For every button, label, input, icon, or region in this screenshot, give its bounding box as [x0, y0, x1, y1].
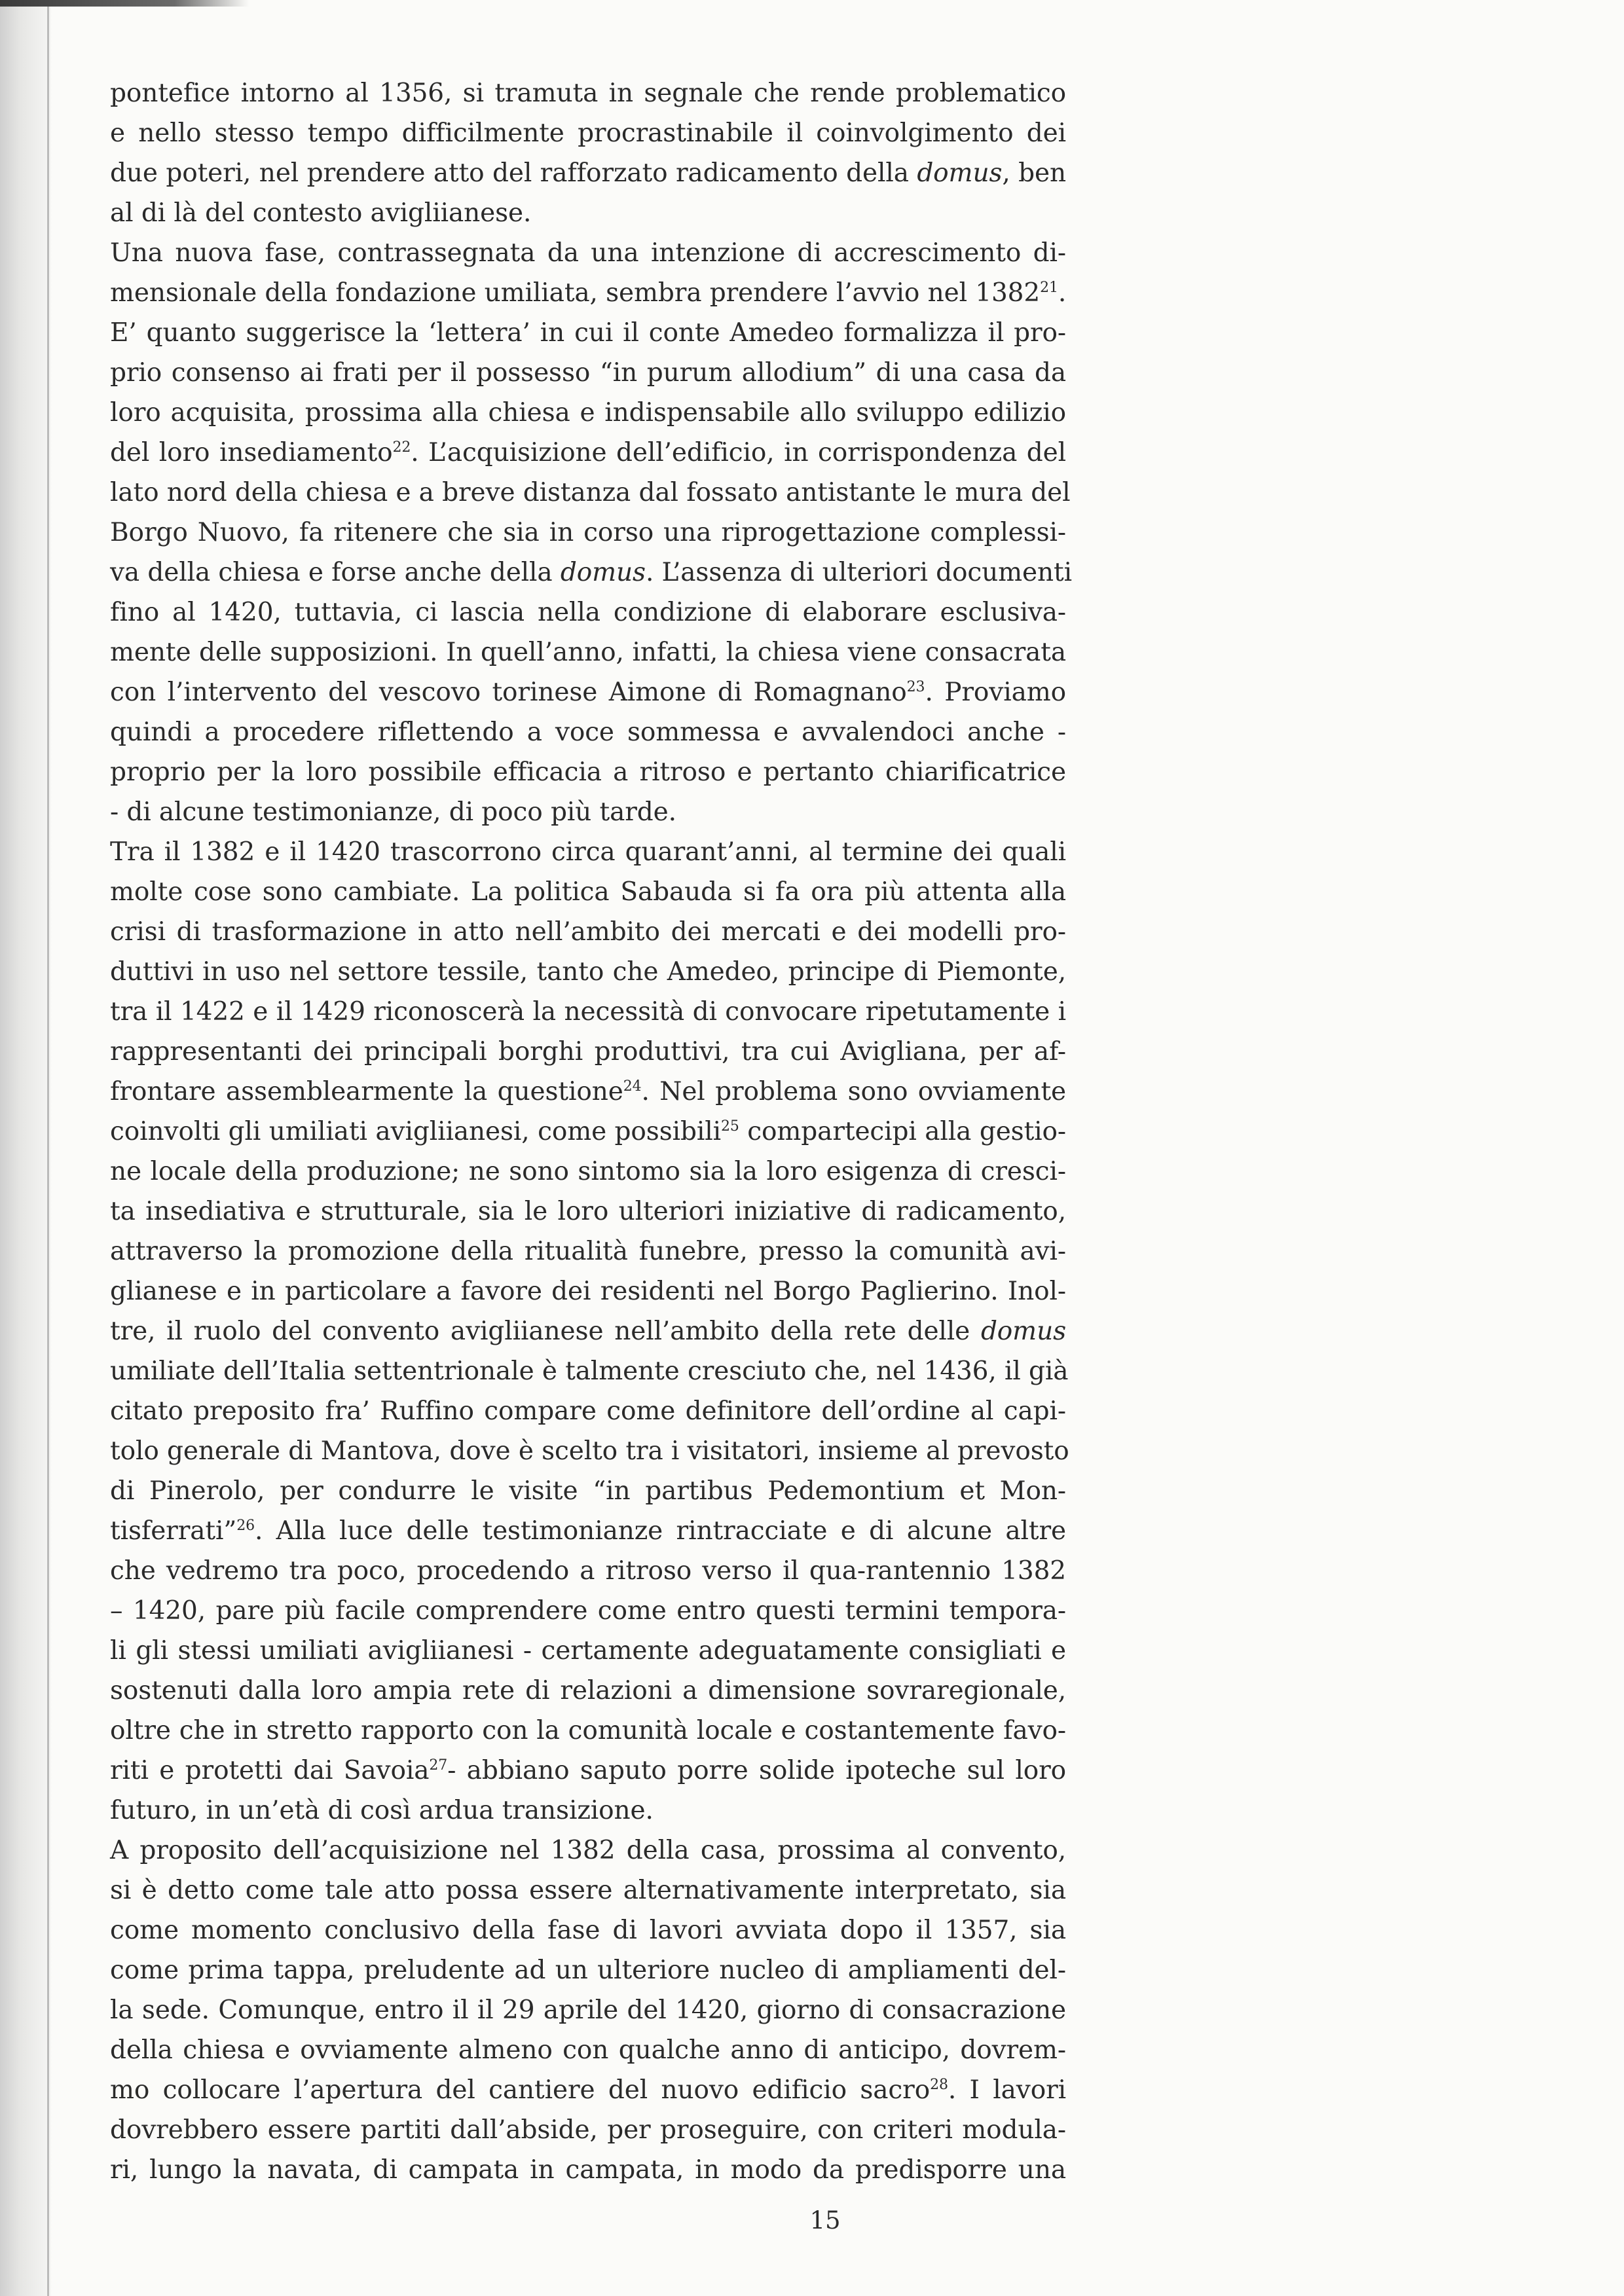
text-run: attraverso la promozione della ritualità funebre, presso la comunità avi-	[110, 1237, 1066, 1266]
text-run: – 1420, pare più facile comprendere come entro questi termini tempora-	[110, 1596, 1066, 1626]
text-line	[110, 1072, 1066, 1112]
text-run: Borgo Nuovo, fa ritenere che sia in corso una riprogettazione complessi-	[110, 518, 1066, 547]
text-line	[110, 1631, 1066, 1671]
text-run: sostenuti dalla loro ampia rete di relazioni a dimensione sovraregionale,	[110, 1676, 1066, 1705]
footnote-reference: 25	[721, 1118, 739, 1135]
text-line	[110, 273, 1066, 313]
text-run: A proposito dell’acquisizione nel 1382 della casa, prossima al convento,	[110, 1836, 1066, 1865]
scan-top-mark	[0, 0, 249, 7]
text-run: si è detto come tale atto possa essere alternativamente interpretato, sia	[110, 1876, 1066, 1905]
text-line	[110, 792, 1066, 832]
text-line	[110, 1990, 1066, 2030]
text-line	[110, 2150, 1066, 2190]
text-run: .	[1058, 278, 1067, 308]
text-line	[110, 1351, 1069, 1391]
text-line	[110, 1032, 1066, 1072]
text-run: molte cose sono cambiate. La politica Sabauda si fa ora più attenta alla	[110, 877, 1066, 907]
text-run: duttivi in uso nel settore tessile, tanto che Amedeo, principe di Piemonte,	[110, 957, 1066, 987]
italic-term: domus	[980, 1317, 1066, 1346]
italic-term: domus	[917, 158, 1003, 188]
text-run: ri, lungo la navata, di campata in campata, in modo da predisporre una	[110, 2155, 1066, 2185]
text-line	[110, 2110, 1066, 2150]
text-run: va della chiesa e forse anche della	[110, 558, 561, 587]
footnote-reference: 21	[1040, 280, 1058, 296]
footnote-reference: 28	[930, 2077, 948, 2093]
text-run: prio consenso ai frati per il possesso “in purum allodium” di una casa da	[110, 358, 1066, 388]
text-run: che vedremo tra poco, procedendo a ritroso verso il qua-rantennio 1382	[110, 1556, 1066, 1586]
text-run: . L’acquisizione dell’edificio, in corrispondenza del	[411, 438, 1066, 467]
text-line	[110, 553, 1072, 592]
text-run: pontefice intorno al 1356, si tramuta in segnale che rende problematico	[110, 79, 1066, 108]
text-line	[110, 73, 1066, 113]
footnote-reference: 27	[429, 1757, 448, 1774]
text-line	[110, 872, 1066, 912]
text-run: rappresentanti dei principali borghi produttivi, tra cui Avigliana, per af-	[110, 1037, 1066, 1066]
italic-term: domus	[560, 558, 646, 587]
text-run: quindi a procedere riflettendo a voce sommessa e avvalendoci anche -	[110, 718, 1066, 747]
text-run: fino al 1420, tuttavia, ci lascia nella condizione di elaborare esclusiva-	[110, 598, 1066, 627]
footnote-reference: 26	[236, 1518, 255, 1534]
footnote-reference: 22	[392, 439, 411, 456]
text-run: due poteri, nel prendere atto del rafforzato radicamento della	[110, 158, 917, 188]
text-line	[110, 632, 1066, 672]
text-line	[110, 473, 1071, 513]
text-line	[110, 952, 1066, 992]
text-run: come momento conclusivo della fase di lavori avviata dopo il 1357, sia	[110, 1916, 1066, 1945]
text-line	[110, 752, 1066, 792]
text-run: umiliate dell’Italia settentrionale è talmente cresciuto che, nel 1436, il già	[110, 1357, 1069, 1386]
text-run: come prima tappa, preludente ad un ulteriore nucleo di ampliamenti del-	[110, 1956, 1066, 1985]
text-line	[110, 1231, 1066, 1271]
text-line	[110, 1471, 1066, 1511]
text-line	[110, 1791, 1066, 1831]
text-run: . Proviamo	[925, 678, 1066, 707]
body-text	[110, 73, 1072, 2190]
text-run: citato preposito fra’ Ruffino compare come definitore dell’ordine al capi-	[110, 1396, 1066, 1426]
text-line	[110, 1551, 1066, 1591]
text-line	[110, 313, 1066, 353]
text-line	[110, 1271, 1066, 1311]
text-line	[110, 1152, 1066, 1192]
text-line	[110, 113, 1066, 153]
text-run: li gli stessi umiliati avigliianesi - certamente adeguatamente consigliati e	[110, 1636, 1066, 1666]
text-line	[110, 1870, 1066, 1910]
text-line	[110, 1591, 1066, 1631]
text-run: proprio per la loro possibile efficacia a ritroso e pertanto chiarificatrice	[110, 757, 1066, 787]
text-line	[110, 1751, 1066, 1791]
text-run: glianese e in particolare a favore dei residenti nel Borgo Paglierino. Inol-	[110, 1277, 1066, 1306]
text-line	[110, 672, 1066, 712]
text-run: della chiesa e ovviamente almeno con qualche anno di anticipo, dovrem-	[110, 2035, 1066, 2065]
text-run: dovrebbero essere partiti dall’abside, per proseguire, con criteri modula-	[110, 2115, 1066, 2145]
text-line	[110, 233, 1066, 273]
text-line	[110, 1671, 1066, 1711]
text-run: ne locale della produzione; ne sono sintomo sia la loro esigenza di cresci-	[110, 1157, 1066, 1186]
text-run: E’ quanto suggerisce la ‘lettera’ in cui il conte Amedeo formalizza il pro-	[110, 318, 1066, 348]
text-run: tolo generale di Mantova, dove è scelto tra i visitatori, insieme al prevosto	[110, 1436, 1069, 1466]
text-line	[110, 193, 1066, 233]
text-run: ta insediativa e strutturale, sia le loro ulteriori iniziative di radicamento,	[110, 1197, 1066, 1226]
text-run: loro acquisita, prossima alla chiesa e indispensabile allo sviluppo edilizio	[110, 398, 1066, 428]
text-run: . Nel problema sono ovviamente	[641, 1077, 1066, 1106]
text-run: crisi di trasformazione in atto nell’ambito dei mercati e dei modelli pro-	[110, 917, 1066, 947]
text-run: . I lavori	[948, 2075, 1066, 2105]
text-run: di Pinerolo, per condurre le visite “in partibus Pedemontium et Mon-	[110, 1476, 1066, 1506]
text-run: mensionale della fondazione umiliata, sembra prendere l’avvio nel 1382	[110, 278, 1041, 308]
text-run: tisferrati”	[110, 1516, 237, 1546]
footnote-reference: 24	[623, 1078, 642, 1095]
text-line	[110, 592, 1066, 632]
text-run: frontare assemblearmente la questione	[110, 1077, 623, 1106]
text-line	[110, 1391, 1066, 1431]
text-line	[110, 832, 1066, 872]
text-run: coinvolti gli umiliati avigliianesi, come possibili	[110, 1117, 721, 1146]
footnote-reference: 23	[906, 679, 925, 695]
text-run: , ben	[1002, 158, 1066, 188]
text-line	[110, 1910, 1066, 1950]
text-run: - di alcune testimonianze, di poco più tarde.	[110, 797, 676, 827]
page-number: 15	[809, 2206, 841, 2234]
binding-shadow-line	[47, 0, 49, 2296]
text-run: la sede. Comunque, entro il il 29 aprile del 1420, giorno di consacrazione	[110, 1995, 1066, 2025]
text-run: tra il 1422 e il 1429 riconoscerà la necessità di convocare ripetutamente i	[110, 997, 1066, 1027]
text-line	[110, 712, 1066, 752]
text-run: al di là del contesto avigliianese.	[110, 198, 532, 228]
text-line	[110, 1311, 1066, 1351]
text-line	[110, 1950, 1066, 1990]
text-line	[110, 1711, 1066, 1751]
text-run: compartecipi alla gestio-	[739, 1117, 1066, 1146]
text-line	[110, 1831, 1066, 1870]
text-run: tre, il ruolo del convento avigliianese nell’ambito della rete delle	[110, 1317, 981, 1346]
text-line	[110, 433, 1066, 473]
scan-page-edge	[0, 0, 51, 2296]
text-run: . Alla luce delle testimonianze rintracciate e di alcune altre	[255, 1516, 1066, 1546]
text-line	[110, 353, 1066, 393]
text-run: oltre che in stretto rapporto con la comunità locale e costantemente favo-	[110, 1716, 1066, 1745]
text-run: lato nord della chiesa e a breve distanza dal fossato antistante le mura del	[110, 478, 1071, 507]
text-run: riti e protetti dai Savoia	[110, 1756, 430, 1785]
text-run: con l’intervento del vescovo torinese Aimone di Romagnano	[110, 678, 907, 707]
text-line	[110, 1112, 1066, 1152]
text-line	[110, 1431, 1069, 1471]
text-run: . L’assenza di ulteriori documenti	[645, 558, 1072, 587]
text-line	[110, 2030, 1066, 2070]
text-run: Una nuova fase, contrassegnata da una intenzione di accrescimento di-	[110, 238, 1066, 268]
text-line	[110, 153, 1066, 193]
text-run: e nello stesso tempo difficilmente procrastinabile il coinvolgimento dei	[110, 118, 1066, 148]
text-line	[110, 912, 1066, 952]
text-run: futuro, in un’età di così ardua transizione.	[110, 1796, 654, 1825]
text-line	[110, 992, 1066, 1032]
text-line	[110, 513, 1066, 553]
text-line	[110, 1511, 1066, 1551]
text-run: - abbiano saputo porre solide ipoteche sul loro	[447, 1756, 1067, 1785]
text-run: Tra il 1382 e il 1420 trascorrono circa quarant’anni, al termine dei quali	[110, 837, 1066, 867]
text-line	[110, 2070, 1066, 2110]
text-run: mente delle supposizioni. In quell’anno, infatti, la chiesa viene consacrata	[110, 638, 1066, 667]
text-run: del loro insediamento	[110, 438, 393, 467]
text-run: mo collocare l’apertura del cantiere del nuovo edificio sacro	[110, 2075, 931, 2105]
text-line	[110, 393, 1066, 433]
text-line	[110, 1192, 1066, 1231]
